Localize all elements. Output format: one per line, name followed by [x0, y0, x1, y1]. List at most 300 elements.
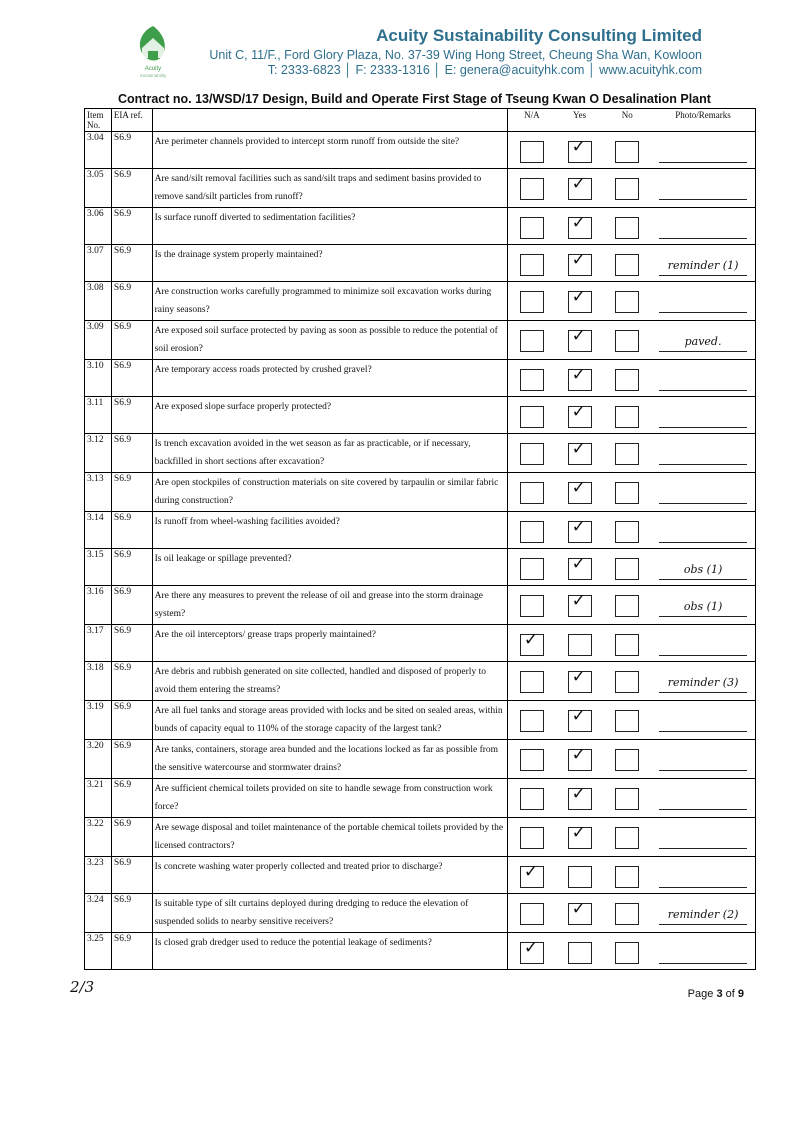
- checkbox-cell-no: [603, 321, 651, 360]
- checkbox-na[interactable]: [520, 788, 544, 810]
- handwritten-note: 2/3: [70, 978, 95, 996]
- eia-ref: S6.9: [111, 132, 152, 169]
- checkbox-cell-na: [508, 857, 556, 894]
- check-mark: ✓: [523, 630, 539, 650]
- eia-ref: S6.9: [111, 282, 152, 321]
- question-text: Are the oil interceptors/ grease traps properly maintained?: [152, 625, 507, 662]
- remark-line[interactable]: reminder (3): [659, 674, 747, 693]
- checkbox-yes[interactable]: [568, 866, 592, 888]
- check-mark: ✓: [571, 667, 586, 687]
- question-text: Are sand/silt removal facilities such as sand/silt traps and sediment basins provided to remove sand/silt particles from runoff?: [152, 169, 507, 208]
- table-row: [85, 434, 756, 473]
- checkbox-no[interactable]: [615, 710, 639, 732]
- checkbox-cell-yes: [556, 132, 604, 169]
- checkbox-na[interactable]: [520, 291, 544, 313]
- checkbox-cell-na: [508, 132, 556, 169]
- remark-line[interactable]: [659, 637, 747, 656]
- col-remarks: Photo/Remarks: [651, 109, 755, 132]
- table-row: [85, 586, 756, 625]
- checkbox-cell-no: [603, 586, 651, 625]
- col-item: Item No.: [85, 109, 112, 132]
- remarks-cell: [651, 282, 755, 321]
- remark-line[interactable]: [659, 220, 747, 239]
- check-mark: ✓: [571, 706, 586, 726]
- remarks-cell: [651, 894, 755, 933]
- item-number: 3.10: [85, 360, 112, 397]
- checkbox-no[interactable]: [615, 866, 639, 888]
- check-mark: ✓: [571, 591, 586, 611]
- check-mark: ✓: [571, 517, 586, 537]
- checkbox-cell-no: [603, 857, 651, 894]
- check-mark: ✓: [571, 899, 586, 919]
- svg-text:Sustainability: Sustainability: [139, 73, 167, 78]
- remark-line[interactable]: [659, 869, 747, 888]
- checkbox-no[interactable]: [615, 178, 639, 200]
- remark-line[interactable]: [659, 446, 747, 465]
- table-row: [85, 132, 756, 169]
- remark-line[interactable]: [659, 485, 747, 504]
- checkbox-na[interactable]: [520, 406, 544, 428]
- remark-line[interactable]: [659, 181, 747, 200]
- checkbox-yes[interactable]: [568, 784, 592, 810]
- checkbox-cell-na: [508, 586, 556, 625]
- checkbox-no[interactable]: [615, 141, 639, 163]
- remark-line[interactable]: reminder (1): [659, 257, 747, 276]
- checkbox-cell-na: [508, 397, 556, 434]
- checkbox-cell-yes: [556, 894, 604, 933]
- checkbox-yes[interactable]: [568, 478, 592, 504]
- remark-line[interactable]: obs (1): [659, 598, 747, 617]
- question-text: Are sufficient chemical toilets provided on site to handle sewage from construction work force?: [152, 779, 507, 818]
- question-text: Are exposed slope surface properly protected?: [152, 397, 507, 434]
- remarks-cell: [651, 397, 755, 434]
- checkbox-na[interactable]: [520, 938, 544, 964]
- table-row: [85, 397, 756, 434]
- item-number: 3.08: [85, 282, 112, 321]
- checkbox-cell-na: [508, 169, 556, 208]
- checkbox-cell-no: [603, 512, 651, 549]
- checkbox-cell-no: [603, 208, 651, 245]
- question-text: Are tanks, containers, storage area bunded and the locations locked as far as possible from the sensitive watercourse and stormwater drains?: [152, 740, 507, 779]
- checkbox-yes[interactable]: [568, 517, 592, 543]
- checkbox-no[interactable]: [615, 406, 639, 428]
- remarks-cell: [651, 208, 755, 245]
- checkbox-yes[interactable]: [568, 287, 592, 313]
- remarks-cell: [651, 586, 755, 625]
- item-number: 3.23: [85, 857, 112, 894]
- check-mark: ✓: [571, 823, 586, 843]
- checkbox-cell-yes: [556, 321, 604, 360]
- table-row: [85, 512, 756, 549]
- checkbox-cell-no: [603, 132, 651, 169]
- checkbox-na[interactable]: [520, 671, 544, 693]
- checkbox-cell-yes: [556, 360, 604, 397]
- checkbox-no[interactable]: [615, 217, 639, 239]
- table-row: [85, 857, 756, 894]
- eia-ref: S6.9: [111, 586, 152, 625]
- checkbox-no[interactable]: [615, 443, 639, 465]
- checkbox-cell-no: [603, 625, 651, 662]
- checkbox-cell-na: [508, 512, 556, 549]
- check-mark: ✓: [523, 862, 539, 882]
- table-row: [85, 662, 756, 701]
- eia-ref: S6.9: [111, 397, 152, 434]
- check-mark: ✓: [523, 938, 539, 958]
- eia-ref: S6.9: [111, 779, 152, 818]
- table-row: [85, 360, 756, 397]
- checkbox-na[interactable]: [520, 178, 544, 200]
- checkbox-cell-na: [508, 701, 556, 740]
- eia-ref: S6.9: [111, 434, 152, 473]
- remark-line[interactable]: [659, 752, 747, 771]
- checkbox-cell-no: [603, 245, 651, 282]
- check-mark: ✓: [571, 287, 586, 307]
- checkbox-cell-na: [508, 779, 556, 818]
- checkbox-no[interactable]: [615, 903, 639, 925]
- checkbox-cell-yes: [556, 282, 604, 321]
- check-mark: ✓: [571, 213, 586, 233]
- checkbox-na[interactable]: [520, 254, 544, 276]
- table-row: [85, 169, 756, 208]
- question-text: Are there any measures to prevent the release of oil and grease into the storm drainage system?: [152, 586, 507, 625]
- col-question: [152, 109, 507, 132]
- checkbox-no[interactable]: [615, 788, 639, 810]
- checkbox-na[interactable]: [520, 369, 544, 391]
- remark-line[interactable]: [659, 524, 747, 543]
- item-number: 3.06: [85, 208, 112, 245]
- question-text: Is runoff from wheel-washing facilities avoided?: [152, 512, 507, 549]
- table-row: [85, 701, 756, 740]
- item-number: 3.05: [85, 169, 112, 208]
- checkbox-na[interactable]: [520, 827, 544, 849]
- checkbox-na[interactable]: [520, 443, 544, 465]
- remark-line[interactable]: reminder (2): [659, 906, 747, 925]
- remarks-cell: [651, 740, 755, 779]
- checkbox-cell-yes: [556, 740, 604, 779]
- check-mark: ✓: [571, 784, 586, 804]
- checkbox-cell-na: [508, 321, 556, 360]
- remarks-cell: [651, 169, 755, 208]
- checkbox-cell-yes: [556, 169, 604, 208]
- checkbox-cell-yes: [556, 857, 604, 894]
- col-eia: EIA ref.: [111, 109, 152, 132]
- question-text: Are exposed soil surface protected by paving as soon as possible to reduce the potential of soil erosion?: [152, 321, 507, 360]
- remark-line[interactable]: [659, 713, 747, 732]
- remarks-cell: [651, 512, 755, 549]
- remarks-cell: [651, 245, 755, 282]
- checkbox-cell-no: [603, 818, 651, 857]
- item-number: 3.22: [85, 818, 112, 857]
- eia-ref: S6.9: [111, 321, 152, 360]
- item-number: 3.17: [85, 625, 112, 662]
- item-number: 3.25: [85, 933, 112, 970]
- checkbox-yes[interactable]: [568, 554, 592, 580]
- checkbox-cell-no: [603, 360, 651, 397]
- table-row: [85, 549, 756, 586]
- checkbox-na[interactable]: [520, 862, 544, 888]
- eia-ref: S6.9: [111, 740, 152, 779]
- checkbox-cell-yes: [556, 818, 604, 857]
- checkbox-cell-no: [603, 933, 651, 970]
- checkbox-no[interactable]: [615, 254, 639, 276]
- item-number: 3.21: [85, 779, 112, 818]
- remarks-cell: [651, 933, 755, 970]
- checkbox-na[interactable]: [520, 749, 544, 771]
- check-mark: ✓: [571, 326, 586, 346]
- check-mark: ✓: [571, 137, 586, 157]
- checkbox-cell-yes: [556, 245, 604, 282]
- item-number: 3.18: [85, 662, 112, 701]
- remarks-cell: [651, 360, 755, 397]
- table-row: [85, 894, 756, 933]
- checkbox-cell-yes: [556, 586, 604, 625]
- checkbox-cell-na: [508, 740, 556, 779]
- checkbox-cell-na: [508, 549, 556, 586]
- checkbox-yes[interactable]: [568, 823, 592, 849]
- remarks-cell: [651, 701, 755, 740]
- checkbox-no[interactable]: [615, 369, 639, 391]
- remarks-cell: [651, 625, 755, 662]
- checkbox-yes[interactable]: [568, 365, 592, 391]
- remarks-cell: [651, 662, 755, 701]
- checkbox-cell-yes: [556, 625, 604, 662]
- table-row: [85, 282, 756, 321]
- remarks-cell: [651, 434, 755, 473]
- remark-line[interactable]: [659, 945, 747, 964]
- checkbox-yes[interactable]: [568, 942, 592, 964]
- checkbox-cell-no: [603, 549, 651, 586]
- eia-ref: S6.9: [111, 662, 152, 701]
- checkbox-cell-yes: [556, 512, 604, 549]
- remark-line[interactable]: [659, 409, 747, 428]
- checkbox-yes[interactable]: [568, 899, 592, 925]
- checklist-table: [84, 108, 756, 970]
- eia-ref: S6.9: [111, 208, 152, 245]
- question-text: Is closed grab dredger used to reduce the potential leakage of sediments?: [152, 933, 507, 970]
- item-number: 3.13: [85, 473, 112, 512]
- checkbox-no[interactable]: [615, 634, 639, 656]
- checkbox-no[interactable]: [615, 291, 639, 313]
- question-text: Is concrete washing water properly collected and treated prior to discharge?: [152, 857, 507, 894]
- page-number: Page 3 of 9: [687, 988, 744, 1000]
- checkbox-cell-na: [508, 894, 556, 933]
- checkbox-cell-na: [508, 245, 556, 282]
- table-row: [85, 779, 756, 818]
- eia-ref: S6.9: [111, 894, 152, 933]
- checkbox-na[interactable]: [520, 141, 544, 163]
- check-mark: ✓: [571, 554, 586, 574]
- checkbox-no[interactable]: [615, 521, 639, 543]
- check-mark: ✓: [571, 365, 586, 385]
- checkbox-cell-no: [603, 894, 651, 933]
- checkbox-cell-na: [508, 662, 556, 701]
- question-text: Are construction works carefully programmed to minimize soil excavation works during rainy seasons?: [152, 282, 507, 321]
- checkbox-cell-yes: [556, 933, 604, 970]
- question-text: Is surface runoff diverted to sedimentation facilities?: [152, 208, 507, 245]
- checkbox-yes[interactable]: [568, 402, 592, 428]
- checkbox-yes[interactable]: [568, 174, 592, 200]
- checkbox-cell-na: [508, 933, 556, 970]
- question-text: Are debris and rubbish generated on site collected, handled and disposed of properly to avoid them entering the streams?: [152, 662, 507, 701]
- checkbox-cell-no: [603, 740, 651, 779]
- remarks-cell: [651, 473, 755, 512]
- checkbox-cell-no: [603, 779, 651, 818]
- table-row: [85, 818, 756, 857]
- question-text: Are open stockpiles of construction materials on site covered by tarpaulin or similar fabric during construction?: [152, 473, 507, 512]
- checkbox-na[interactable]: [520, 330, 544, 352]
- checkbox-cell-yes: [556, 473, 604, 512]
- question-text: Is the drainage system properly maintained?: [152, 245, 507, 282]
- remarks-cell: [651, 321, 755, 360]
- company-header: [209, 26, 702, 77]
- eia-ref: S6.9: [111, 857, 152, 894]
- checkbox-cell-na: [508, 208, 556, 245]
- eia-ref: S6.9: [111, 512, 152, 549]
- item-number: 3.20: [85, 740, 112, 779]
- checkbox-no[interactable]: [615, 482, 639, 504]
- remark-line[interactable]: [659, 830, 747, 849]
- eia-ref: S6.9: [111, 169, 152, 208]
- question-text: Are all fuel tanks and storage areas provided with locks and be sited on sealed areas, within bunds of capacity equal to 110% of the storage capacity of the largest tank?: [152, 701, 507, 740]
- checkbox-cell-na: [508, 625, 556, 662]
- checkbox-cell-yes: [556, 779, 604, 818]
- checkbox-cell-no: [603, 701, 651, 740]
- checkbox-na[interactable]: [520, 595, 544, 617]
- item-number: 3.15: [85, 549, 112, 586]
- check-mark: ✓: [571, 250, 586, 270]
- checkbox-cell-no: [603, 169, 651, 208]
- checkbox-no[interactable]: [615, 330, 639, 352]
- checkbox-na[interactable]: [520, 558, 544, 580]
- eia-ref: S6.9: [111, 473, 152, 512]
- table-row: [85, 740, 756, 779]
- checkbox-na[interactable]: [520, 521, 544, 543]
- checkbox-na[interactable]: [520, 710, 544, 732]
- check-mark: ✓: [571, 402, 586, 422]
- checkbox-cell-no: [603, 473, 651, 512]
- check-mark: ✓: [571, 478, 586, 498]
- checkbox-yes[interactable]: [568, 213, 592, 239]
- remarks-cell: [651, 132, 755, 169]
- checkbox-cell-yes: [556, 662, 604, 701]
- eia-ref: S6.9: [111, 245, 152, 282]
- col-yes: Yes: [556, 109, 604, 132]
- question-text: Are perimeter channels provided to intercept storm runoff from outside the site?: [152, 132, 507, 169]
- col-na: N/A: [508, 109, 556, 132]
- eia-ref: S6.9: [111, 701, 152, 740]
- check-mark: ✓: [571, 439, 586, 459]
- table-row: [85, 208, 756, 245]
- checkbox-no[interactable]: [615, 558, 639, 580]
- table-row: [85, 321, 756, 360]
- checkbox-na[interactable]: [520, 630, 544, 656]
- checkbox-cell-yes: [556, 549, 604, 586]
- checkbox-cell-no: [603, 434, 651, 473]
- company-logo: [122, 22, 184, 80]
- checkbox-cell-na: [508, 818, 556, 857]
- remark-line[interactable]: [659, 372, 747, 391]
- remark-line[interactable]: obs (1): [659, 561, 747, 580]
- checkbox-na[interactable]: [520, 217, 544, 239]
- checkbox-yes[interactable]: [568, 745, 592, 771]
- question-text: Are temporary access roads protected by crushed gravel?: [152, 360, 507, 397]
- checkbox-cell-yes: [556, 434, 604, 473]
- checkbox-cell-yes: [556, 397, 604, 434]
- item-number: 3.16: [85, 586, 112, 625]
- contract-title: Contract no. 13/WSD/17 Design, Build and Operate First Stage of Tseung Kwan O Desalination Plant: [118, 92, 711, 106]
- table-header-row: [85, 109, 756, 132]
- eia-ref: S6.9: [111, 818, 152, 857]
- table-row: [85, 473, 756, 512]
- checkbox-yes[interactable]: [568, 634, 592, 656]
- company-contact: T: 2333-6823 │ F: 2333-1316 │ E: genera@acuityhk.com │ www.acuityhk.com: [267, 63, 702, 77]
- checkbox-cell-na: [508, 434, 556, 473]
- remarks-cell: [651, 779, 755, 818]
- item-number: 3.24: [85, 894, 112, 933]
- item-number: 3.14: [85, 512, 112, 549]
- item-number: 3.09: [85, 321, 112, 360]
- eia-ref: S6.9: [111, 625, 152, 662]
- question-text: Is trench excavation avoided in the wet season as far as practicable, or if necessary, backfilled in short sections after excavation?: [152, 434, 507, 473]
- checkbox-yes[interactable]: [568, 326, 592, 352]
- remarks-cell: [651, 857, 755, 894]
- checkbox-cell-na: [508, 282, 556, 321]
- remark-line[interactable]: [659, 791, 747, 810]
- item-number: 3.07: [85, 245, 112, 282]
- check-mark: ✓: [571, 174, 586, 194]
- company-address: Unit C, 11/F., Ford Glory Plaza, No. 37-39 Wing Hong Street, Cheung Sha Wan, Kowloon: [209, 48, 702, 62]
- checkbox-yes[interactable]: [568, 591, 592, 617]
- item-number: 3.12: [85, 434, 112, 473]
- checkbox-yes[interactable]: [568, 137, 592, 163]
- eia-ref: S6.9: [111, 360, 152, 397]
- remarks-cell: [651, 549, 755, 586]
- eia-ref: S6.9: [111, 933, 152, 970]
- table-row: [85, 625, 756, 662]
- checkbox-na[interactable]: [520, 903, 544, 925]
- checkbox-yes[interactable]: [568, 667, 592, 693]
- checkbox-no[interactable]: [615, 671, 639, 693]
- checkbox-cell-na: [508, 360, 556, 397]
- remark-line[interactable]: [659, 144, 747, 163]
- checkbox-yes[interactable]: [568, 250, 592, 276]
- checkbox-cell-na: [508, 473, 556, 512]
- checkbox-no[interactable]: [615, 942, 639, 964]
- checkbox-cell-no: [603, 662, 651, 701]
- table-row: [85, 933, 756, 970]
- item-number: 3.19: [85, 701, 112, 740]
- check-mark: ✓: [571, 745, 586, 765]
- remarks-cell: [651, 818, 755, 857]
- checkbox-no[interactable]: [615, 827, 639, 849]
- col-no: No: [603, 109, 651, 132]
- remark-line[interactable]: [659, 294, 747, 313]
- checkbox-no[interactable]: [615, 595, 639, 617]
- remark-line[interactable]: paved.: [659, 333, 747, 352]
- item-number: 3.04: [85, 132, 112, 169]
- table-row: [85, 245, 756, 282]
- checkbox-cell-yes: [556, 208, 604, 245]
- question-text: Are sewage disposal and toilet maintenance of the portable chemical toilets provided by the licensed contractors?: [152, 818, 507, 857]
- checkbox-yes[interactable]: [568, 706, 592, 732]
- checkbox-no[interactable]: [615, 749, 639, 771]
- svg-text:Acuity: Acuity: [144, 66, 162, 72]
- question-text: Is suitable type of silt curtains deployed during dredging to reduce the elevation of suspended solids to nearby sensitive receivers?: [152, 894, 507, 933]
- checkbox-yes[interactable]: [568, 439, 592, 465]
- checkbox-na[interactable]: [520, 482, 544, 504]
- checkbox-cell-yes: [556, 701, 604, 740]
- checkbox-cell-no: [603, 397, 651, 434]
